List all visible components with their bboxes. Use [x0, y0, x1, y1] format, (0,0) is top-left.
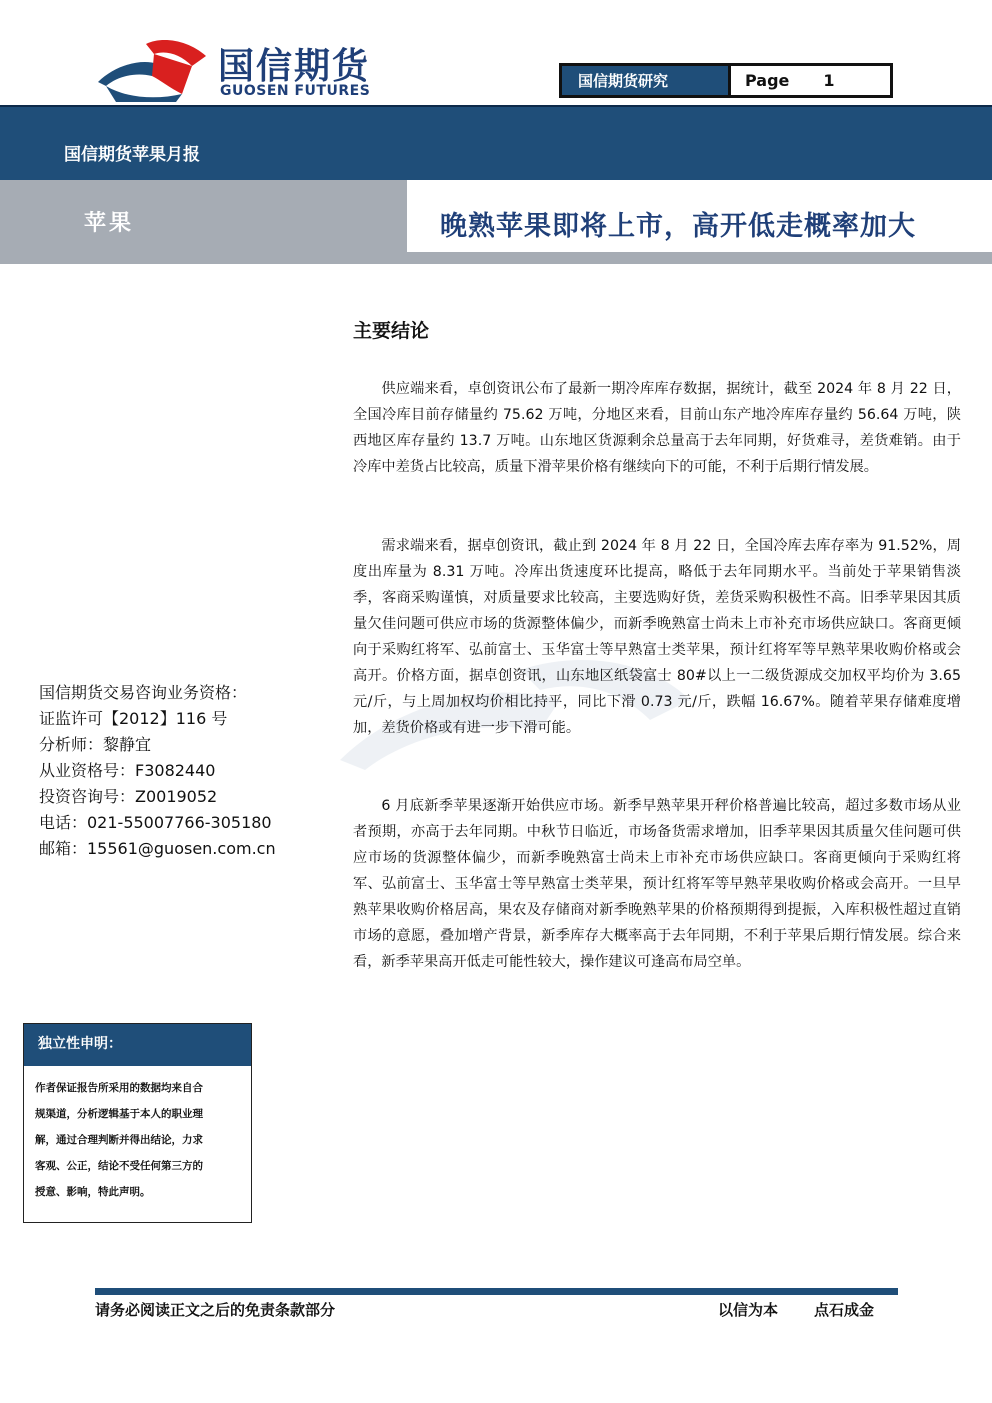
statement-line: 授意、影响，特此声明。 [35, 1186, 151, 1198]
paragraph-demand: 需求端来看，据卓创资讯，截止到 2024 年 8 月 22 日，全国冷库去库存率为 91.52%，周度出库量为 8.31 万吨。冷库出货速度环比提高，略低于去年同期水平。当前处于苹果销售淡季，客商采购谨慎，对质量要求比较高，主要选购好货，差货采购积极性不高。旧季苹果因其质量欠佳问题可供应市场的货源整体偏少，而新季晚熟富士尚未上市补充市场供应缺口。客商更倾向于采购红将军、弘前富士、玉华富士等早熟富士类苹果，预计红将军等早熟苹果收购价格或会高开。价格方面，据卓创资讯，山东地区纸袋富士 80#以上一二级货源成交加权平均价为 3.65 元/斤，与上周加权均价相比持平，同比下滑 0.73 元/斤，跌幅 16.67%。随着苹果存储难度增加，差货价格或有进一步下滑可能。 [353, 538, 961, 736]
guosen-logo-icon [96, 36, 208, 102]
motto-1: 以信为本 [718, 1301, 779, 1319]
page-indicator [728, 66, 890, 95]
analyst-line: 分析师：黎静宜 [39, 735, 152, 754]
email-line: 邮箱：15561@guosen.com.cn [39, 839, 276, 858]
phone-line: 电话：021-55007766-305180 [39, 813, 272, 832]
statement-line: 规渠道，分析逻辑基于本人的职业理 [35, 1108, 203, 1120]
motto-2: 点石成金 [814, 1301, 875, 1319]
research-label: 国信期货研究 [562, 66, 728, 95]
statement-body [35, 1075, 245, 1205]
research-page-box [559, 63, 893, 98]
category-label: 苹果 [84, 211, 135, 236]
consult-number-line: 投资咨询号：Z0019052 [39, 787, 218, 806]
paragraph-supply: 供应端来看，卓创资讯公布了最新一期冷库库存数据，据统计，截至 2024 年 8 月 22 日，全国冷库目前存储量约 75.62 万吨，分地区来看，目前山东产地冷库库存量约 56.64 万吨，陕西地区库存量约 13.7 万吨。山东地区货源剩余总量高于去年同期，好货难寻，差货难销。由于冷库中差货占比较高，质量下滑苹果价格有继续向下的可能，不利于后期行情发展。 [353, 381, 961, 475]
report-type: 国信期货苹果月报 [64, 145, 200, 165]
footer-divider [95, 1288, 898, 1295]
brand-name-cn: 国信期货 [218, 46, 371, 87]
analyst-contact [39, 680, 276, 862]
statement-line: 解，通过合理判断并得出结论，力求 [35, 1134, 203, 1146]
section-title: 主要结论 [353, 320, 430, 342]
page-label: Page [745, 71, 790, 90]
statement-line: 客观、公正，结论不受任何第三方的 [35, 1160, 203, 1172]
qualification-line: 国信期货交易咨询业务资格： [39, 683, 248, 702]
statement-line: 作者保证报告所采用的数据均来自合 [35, 1082, 203, 1094]
paragraph-new-season: 6 月底新季苹果逐渐开始供应市场。新季早熟苹果开秤价格普遍比较高，超过多数市场从业者预期，亦高于去年同期。中秋节日临近，市场备货需求增加，旧季苹果因其质量欠佳问题可供应市场的货源整体偏少，而新季晚熟富士尚未上市补充市场供应缺口。客商更倾向于采购红将军、弘前富士、玉华富士等早熟富士类苹果，预计红将军等早熟苹果收购价格或会高开。一旦早熟苹果收购价格居高，果农及存储商对新季晚熟苹果的价格预期得到提振，入库积极性超过直销市场的意愿，叠加增产背景，新季库存大概率高于去年同期，不利于苹果后期行情发展。综合来看，新季苹果高开低走可能性较大，操作建议可逢高布局空单。 [353, 798, 961, 970]
page-number: 1 [823, 71, 835, 90]
license-line: 证监许可【2012】116 号 [39, 709, 228, 728]
footer-disclaimer: 请务必阅读正文之后的免责条款部分 [95, 1301, 336, 1319]
statement-title: 独立性申明： [38, 1036, 122, 1052]
brand-name-en: GUOSEN FUTURES [220, 83, 371, 99]
practice-number-line: 从业资格号：F3082440 [39, 761, 216, 780]
report-date: 2024 年 8 月 25 日 [856, 264, 979, 278]
report-title: 晚熟苹果即将上市，高开低走概率加大 [440, 211, 916, 242]
footer-motto [718, 1299, 874, 1320]
